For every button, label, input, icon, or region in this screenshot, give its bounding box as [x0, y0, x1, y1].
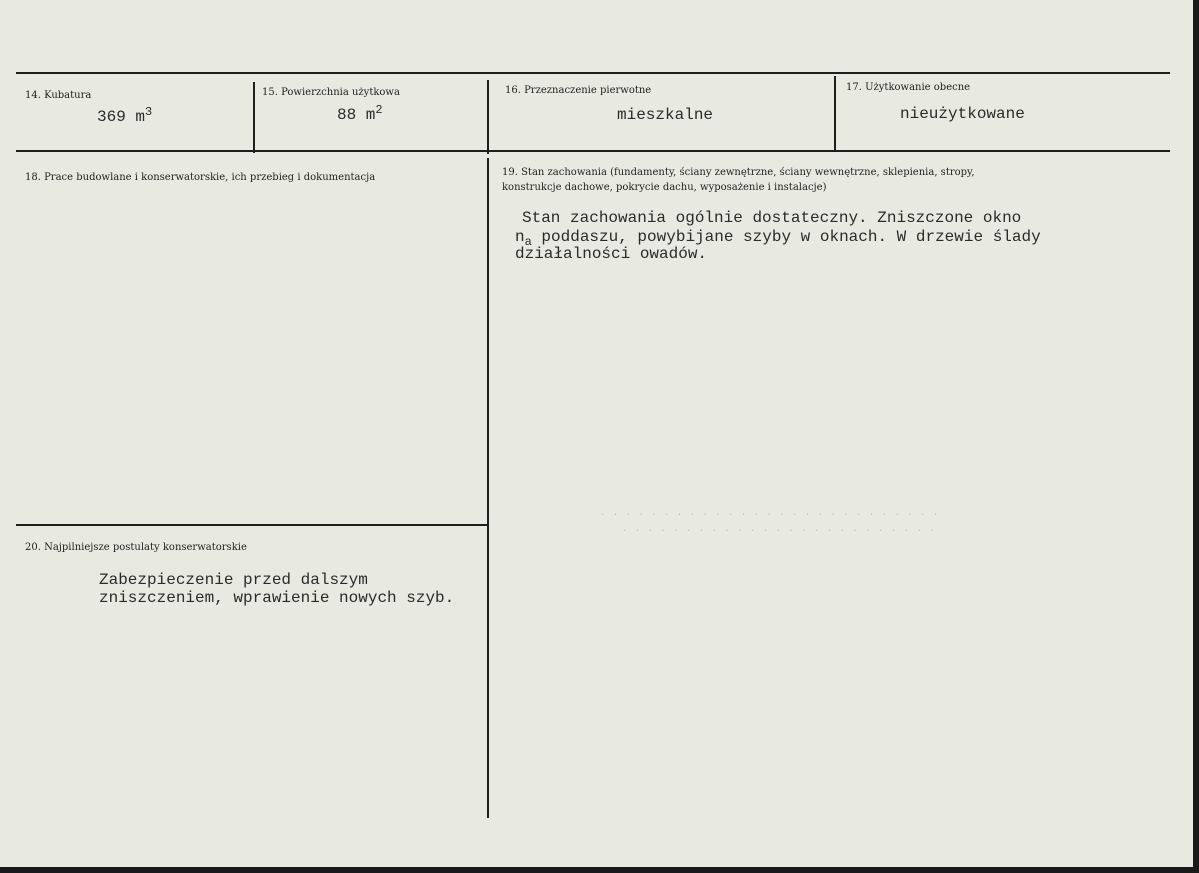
stan-text-subscript: a	[524, 235, 532, 249]
show-through-smudge: · · · · · · · · · · · · · · · · · · · · · · · · ·	[622, 526, 936, 536]
section-20-top-rule	[16, 524, 487, 526]
powierzchnia-unit-exponent: 2	[375, 103, 383, 117]
kubatura-value: 369 $m^3$	[97, 105, 153, 126]
uzytkowanie-value: nieużytkowane	[900, 105, 1025, 123]
postulaty-text-line1: Zabezpieczenie przed dalszym	[99, 571, 368, 589]
divider-14-15	[253, 82, 255, 153]
stan-text-line1: Stan zachowania ogólnie dostateczny. Zniszczone okno	[522, 209, 1022, 227]
top-rule	[16, 72, 1170, 74]
kubatura-label: 14. Kubatura	[25, 90, 92, 101]
postulaty-text-line2: zniszczeniem, wprawienie nowych szyb.	[99, 589, 455, 607]
przeznaczenie-label: 16. Przeznaczenie pierwotne	[505, 85, 652, 96]
card-edge-right	[1193, 0, 1199, 873]
kubatura-unit-exponent: 3	[145, 105, 153, 119]
card-edge-bottom	[0, 867, 1199, 873]
powierzchnia-value: 88 $m^2$	[337, 103, 383, 124]
stan-label-line1: 19. Stan zachowania (fundamenty, ściany zewnętrzne, ściany wewnętrzne, sklepienia, stropy,	[502, 167, 975, 178]
prace-label: 18. Prace budowlane i konserwatorskie, ich przebieg i dokumentacja	[25, 172, 376, 183]
divider-18-19	[487, 158, 489, 818]
przeznaczenie-value: mieszkalne	[617, 106, 714, 124]
divider-15-16	[487, 80, 489, 154]
stan-text-line3: działalności owadów.	[515, 245, 708, 263]
postulaty-label: 20. Najpilniejsze postulaty konserwatorskie	[25, 542, 247, 553]
stan-text-line2: $n_a$ poddaszu, powybijane szyby w oknach. W drzewie ślady	[515, 228, 1041, 249]
header-bottom-rule	[16, 150, 1170, 152]
stan-label-line2: konstrukcje dachowe, pokrycie dachu, wyposażenie i instalacje)	[502, 182, 827, 193]
powierzchnia-label: 15. Powierzchnia użytkowa	[262, 87, 400, 98]
show-through-smudge: · · · · · · · · · · · · · · · · · · · · · · · · · · ·	[600, 510, 940, 520]
uzytkowanie-label: 17. Użytkowanie obecne	[846, 82, 971, 93]
divider-16-17	[834, 76, 836, 152]
